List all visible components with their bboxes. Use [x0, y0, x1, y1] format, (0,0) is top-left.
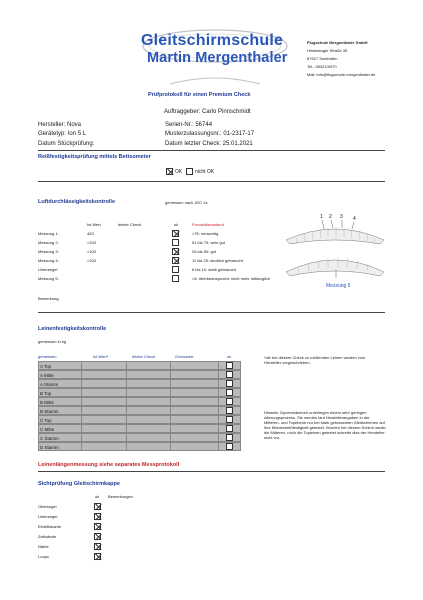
table-row: [38, 424, 241, 433]
company-mail: Mail: info@flugschule-mergenthaler.de: [307, 72, 376, 77]
diagram-number-2: 2: [329, 214, 332, 220]
document-title: Prüfprotokoll für einen Premium Check: [148, 92, 251, 98]
line-ok-checkbox[interactable]: [226, 434, 233, 441]
row-label: B Top: [40, 390, 52, 396]
table-row: [38, 379, 241, 388]
logo-line-2: Martin Mergenthaler: [147, 50, 288, 66]
divider: [38, 150, 385, 151]
row-label: B Stamm: [40, 408, 59, 414]
column-divider: [170, 361, 171, 451]
line-ok-checkbox[interactable]: [226, 398, 233, 405]
line-note-bottom: Hinweis: Dyneemaleinen unterliegen einem sehr geringen Alterungsprozess. Sie werden laut Herstellerangaben in der Mitteren- und Topebene nur bei stark gebrauchten Gleitschirmen auf ihre Mindestreißfestigkeit getestet. Wurden bei diesem Schirm weder die Mitteren- noch die Topleinen getestet schreibt dies der Hersteller nicht vor.: [264, 410, 386, 440]
table-row: [38, 370, 241, 379]
porosity-category: 51 bis 75: sehr gut: [192, 240, 225, 245]
inspection-ok-checkbox[interactable]: [94, 533, 101, 540]
col-ist-wert: Ist Wert*: [93, 354, 109, 359]
divider: [38, 181, 385, 182]
line-ok-checkbox[interactable]: [226, 416, 233, 423]
measurement-value: >100: [87, 240, 97, 245]
column-divider: [126, 361, 127, 451]
inspection-item: Eintrittskante: [38, 524, 62, 529]
line-ok-checkbox[interactable]: [226, 443, 233, 450]
col-porosity: Porositätszustand: [192, 222, 224, 227]
measurement-value: >100: [87, 249, 97, 254]
tear-ok-checkbox[interactable]: [166, 168, 173, 175]
row-label: A Top: [40, 363, 52, 369]
table-row: [38, 406, 241, 415]
measurement-label: Messung 2:: [38, 240, 59, 245]
line-strength-subtitle: gemessen in kg: [38, 339, 67, 344]
remarks-label: Bemerkung:: [38, 296, 60, 301]
line-ok-checkbox[interactable]: [226, 371, 233, 378]
diagram-number-1: 1: [320, 214, 323, 220]
client-name: Auftraggeber: Carlo Pinnschmidt: [164, 109, 251, 115]
company-street: Hindelanger Straße 35: [307, 48, 348, 53]
inspection-ok-checkbox[interactable]: [94, 523, 101, 530]
col-remarks: Bemerkungen: [108, 494, 133, 499]
inspection-ok-checkbox[interactable]: [94, 513, 101, 520]
logo-line-1: Gleitschirmschule: [141, 32, 284, 49]
line-ok-checkbox[interactable]: [226, 407, 233, 414]
col-ok: ok: [227, 354, 232, 359]
inspection-item: Loops: [38, 554, 49, 559]
table-row: [38, 361, 241, 370]
porosity-checkbox-3[interactable]: [172, 248, 179, 255]
inspection-ok-checkbox[interactable]: [94, 503, 101, 510]
serial-number: Serien-Nr.: 56744: [165, 122, 213, 128]
inspection-ok-checkbox[interactable]: [94, 553, 101, 560]
line-length-title: Leinenlängenmessung siehe separates Messprotokoll: [38, 462, 180, 468]
line-note-top: *die bei diesem Check zu meßenden Leinen werden vom Hersteller vorgeschrieben.: [264, 355, 366, 365]
inspection-item: Untersegel: [38, 514, 58, 519]
company-city: 87527 Sonthofen: [307, 56, 338, 61]
line-strength-title: Leinenfestigkeitskontrolle: [38, 326, 107, 332]
porosity-checkbox-1[interactable]: [172, 230, 179, 237]
column-divider: [218, 361, 219, 451]
measurement-value: >100: [87, 258, 97, 263]
col-ok: ok: [95, 494, 100, 499]
col-letzter-check: letzter Check: [118, 222, 142, 227]
inspection-item: Obersegel: [38, 504, 57, 509]
row-label: A Mitte: [40, 372, 54, 378]
inspection-item: Zellwände: [38, 534, 57, 539]
porosity-category: >75: neuwertig: [192, 231, 219, 236]
row-label: B Mitte: [40, 399, 55, 405]
company-phone: Tel.: 08321/9970: [307, 64, 337, 69]
diagram-number-3: 3: [340, 214, 343, 220]
row-label: C Mitte: [40, 426, 55, 432]
measurement-label: Messung 3:: [38, 249, 59, 254]
measurement-label: Messung 4:: [38, 258, 59, 263]
measurement-label: Messung 5:: [38, 276, 59, 281]
column-divider: [81, 361, 82, 451]
row-label: D Stamm: [40, 444, 59, 450]
table-row: [38, 442, 241, 451]
device-type: Gerätetyp: Ion 5 L: [38, 131, 87, 137]
divider: [38, 471, 385, 472]
porosity-category: <6: überbeansprucht, nicht mehr lufttauglich: [192, 276, 270, 281]
air-permeability-subtitle: gemessen nach JDC 1s: [165, 200, 208, 205]
col-gemessen: gemessen: [38, 354, 57, 359]
row-label: A Stamm: [40, 381, 59, 387]
manufacturer: Hersteller: Nova: [38, 122, 82, 128]
piece-test-date: Datum Stückprüfung:: [38, 141, 95, 147]
tear-test-title: Reißfestigkeitsprüfung mittels Bettsometer: [38, 154, 151, 160]
table-row: [38, 397, 241, 406]
type-approval-number: Musterzulassungsnr.: 01-2317-17: [165, 131, 255, 137]
porosity-category: 26 bis 50: gut: [192, 249, 217, 254]
wing-diagram: [284, 212, 386, 284]
row-label: C Top: [40, 417, 52, 423]
line-ok-checkbox[interactable]: [226, 380, 233, 387]
tear-not-ok-label: nicht OK: [195, 169, 215, 175]
measurement-value: 463: [87, 231, 94, 236]
line-ok-checkbox[interactable]: [226, 425, 233, 432]
table-row: [38, 433, 241, 442]
porosity-category: 6 bis 10: stark gebraucht: [192, 267, 236, 272]
col-letzter-check: letzter Check: [132, 354, 156, 359]
porosity-checkbox-4[interactable]: [172, 257, 179, 264]
tear-ok-label: OK: [175, 169, 183, 175]
porosity-checkbox-2[interactable]: [172, 239, 179, 246]
col-grenzwert: Grenzwert: [175, 354, 194, 359]
porosity-checkbox-5[interactable]: [172, 266, 179, 273]
line-ok-checkbox[interactable]: [226, 389, 233, 396]
air-permeability-title: Luftdurchlässigkeitskontrolle: [38, 199, 116, 205]
col-ist-wert: Ist Wert: [87, 222, 101, 227]
tear-not-ok-checkbox[interactable]: [186, 168, 193, 175]
last-check-date: Datum letzter Check: 25.01.2021: [165, 141, 253, 147]
diagram-caption: Messung 5: [326, 283, 351, 289]
measurement-label: Untersegel: [38, 267, 58, 272]
col-ok: ok: [174, 222, 179, 227]
porosity-category: 11 bis 25: deutlich gebraucht: [192, 258, 243, 263]
diagram-number-4: 4: [353, 216, 356, 222]
company-name: Flugschule Mergenthaler GmbH: [307, 40, 368, 45]
inspection-item: Nähte: [38, 544, 49, 549]
visual-inspection-title: Sichtprüfung Gleitschirmkappe: [38, 481, 120, 487]
inspection-ok-checkbox[interactable]: [94, 543, 101, 550]
row-label: C Stamm: [40, 435, 59, 441]
measurement-label: Messung 1:: [38, 231, 59, 236]
divider: [38, 312, 385, 313]
table-row: [38, 415, 241, 424]
table-row: [38, 388, 241, 397]
porosity-checkbox-6[interactable]: [172, 275, 179, 282]
line-ok-checkbox[interactable]: [226, 362, 233, 369]
